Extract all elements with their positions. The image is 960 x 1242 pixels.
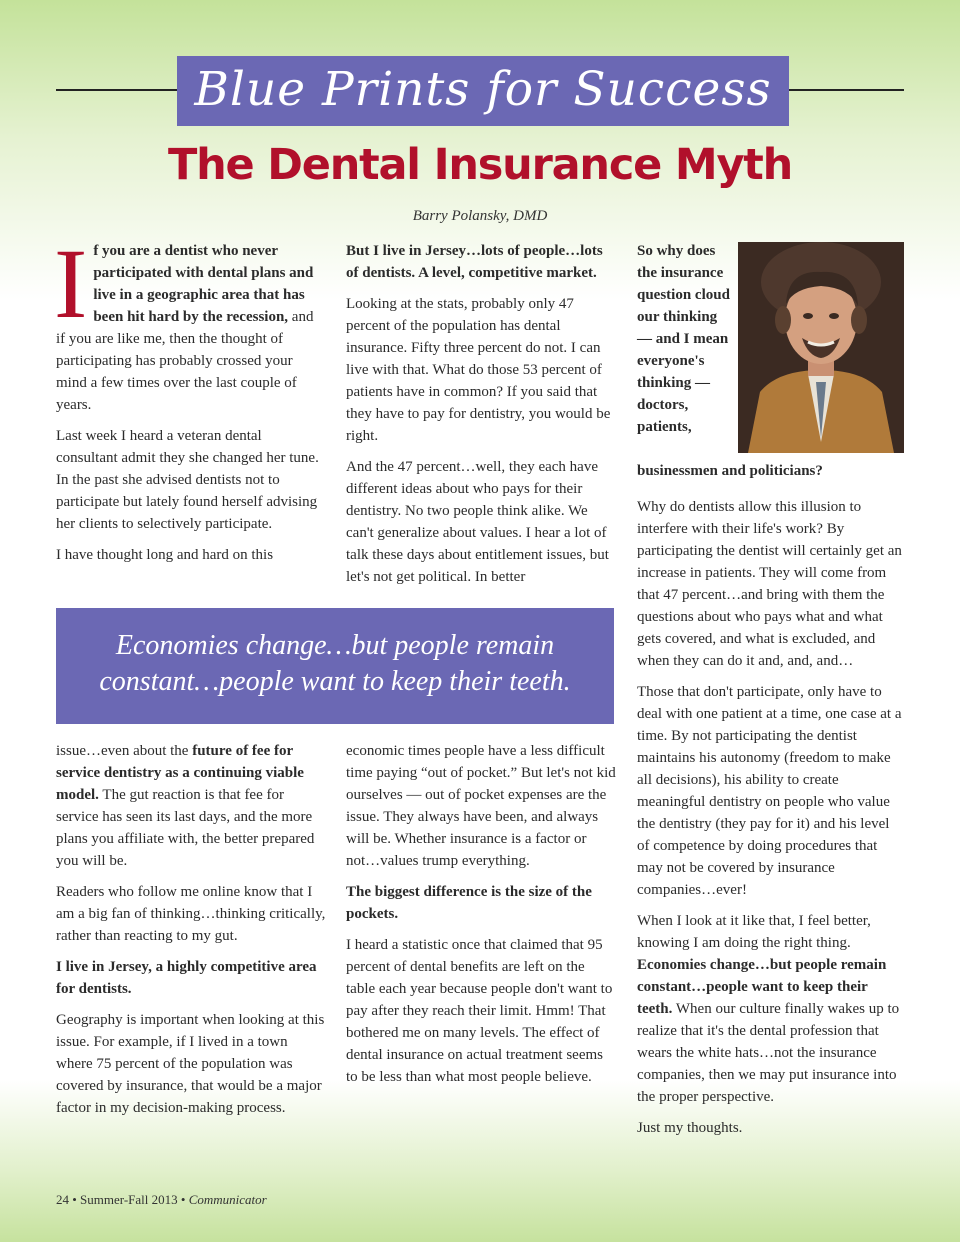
question-text xyxy=(637,240,734,438)
footer-publication: Communicator xyxy=(188,1192,267,1207)
paragraph: And the 47 percent…well, they each have different ideas about who pays for their dentistry. No two people think alike. We can't generalize about values. I hear a lot of talk these days about entitlement issues, but let's not get political. In better xyxy=(346,459,609,585)
column-2-bottom xyxy=(346,740,616,1097)
text: When our culture finally wakes up to realize that it's the dental profession that wears the white hats…not the insurance companies, then we may put insurance into the proper perspective. xyxy=(637,1001,900,1105)
paragraph: I have thought long and hard on this xyxy=(56,547,274,563)
pull-quote: Economies change…but people remain constant…people want to keep their teeth. xyxy=(56,608,614,724)
byline: Barry Polansky, DMD xyxy=(412,208,548,224)
bold-text: Economies change…but people remain constant…people want to keep their teeth. xyxy=(637,957,887,1017)
paragraph xyxy=(56,740,326,872)
text: issue…even about the xyxy=(56,743,193,759)
question-bold-text: businessmen and politicians? xyxy=(637,463,823,479)
paragraph: Last week I heard a veteran dental consultant admit they she changed her tune. In the past she advised dentists not to participate but lately found herself advising her clients to selectively participate. xyxy=(56,428,319,532)
paragraph: I heard a statistic once that claimed that 95 percent of dental benefits are left on the table each year because people don't want to pay after they reach their limit. Hmm! That bothered me on many levels. The effect of dental insurance on actual treatment seems to be less than what most people believe. xyxy=(346,937,613,1085)
subhead xyxy=(346,881,616,925)
paragraph: Readers who follow me online know that I am a big fan of thinking…thinking critically, rather than reacting to my gut. xyxy=(56,884,326,944)
paragraph: Looking at the stats, probably only 47 percent of the population has dental insurance. Fifty three percent do not. I can live with that. What do those 53 percent of patients have in common? If you said that they have to pay for dentistry, you would be right. xyxy=(346,296,611,444)
paragraph: Geography is important when looking at this issue. For example, if I lived in a town where 75 percent of the population was covered by insurance, that would be a major factor in my decision-making process. xyxy=(56,1012,325,1116)
portrait-illustration xyxy=(738,242,904,453)
paragraph: Those that don't participate, only have to deal with one patient at a time, one case at a time. By not participating the dentist maintains his autonomy (freedom to make all decisions), his ability to create meaningful dentistry on people who value the dentistry (they pay for it) and his level of competence by doing procedures that may not be covered by insurance companies…ever! xyxy=(637,684,902,898)
footer-page-info: 24 • Summer-Fall 2013 • xyxy=(56,1192,189,1207)
bold-text: future of fee for service dentistry as a continuing viable model. xyxy=(56,743,304,803)
paragraph xyxy=(637,910,905,1108)
paragraph: Why do dentists allow this illusion to interfere with their life's work? By participating the dentist will certainly get an increase in patients. They will come from that 47 percent…and bring with them the questions about who pays what and what gets covered, and what is excluded, and when they can do it and, and, and… xyxy=(637,499,902,669)
column-1-top xyxy=(54,228,326,575)
text: The gut reaction is that fee for service has seen its last days, and the more plans you affiliate with, the better prepared you will be. xyxy=(56,787,315,869)
closing-line: Just my thoughts. xyxy=(637,1120,743,1136)
subhead xyxy=(346,240,616,284)
subhead-text: I live in Jersey, a highly competitive area for dentists. xyxy=(56,959,317,997)
intro-bold-text: f you are a dentist who never participated with dental plans and live in a geographic area that has been hit hard by the recession, xyxy=(93,243,314,325)
author-portrait-photo xyxy=(738,242,904,453)
series-title-banner: Blue Prints for Success xyxy=(177,56,789,126)
page-footer xyxy=(56,1192,267,1208)
subhead-text: The biggest difference is the size of the pockets. xyxy=(346,884,592,922)
question-end xyxy=(637,460,905,482)
intro-paragraph xyxy=(54,228,326,416)
column-3 xyxy=(637,460,905,1148)
column-1-bottom xyxy=(56,740,326,1128)
column-3-question-narrow xyxy=(637,240,734,447)
question-bold-text: So why does the insurance question cloud our thinking — and I mean everyone's thinking — doctors, patients, xyxy=(637,243,730,435)
subhead-text: But I live in Jersey…lots of people…lots of dentists. A level, competitive market. xyxy=(346,243,603,281)
paragraph: economic times people have a less difficult time paying “out of pocket.” But let's not kid ourselves — out of pocket expenses are the issue. They always have been, and always will be. Whether insurance is a factor or not…values trump everything. xyxy=(346,743,616,869)
title-rule-right xyxy=(788,89,904,91)
title-rule-left xyxy=(56,89,178,91)
article-headline: The Dental Insurance Myth xyxy=(167,140,793,190)
column-2-top xyxy=(346,240,616,597)
intro-text: and if you are like me, then the thought of participating has probably crossed your mind a few times over the last couple of years. xyxy=(56,309,314,413)
subhead xyxy=(56,956,326,1000)
text: When I look at it like that, I feel better, knowing I am doing the right thing. xyxy=(637,913,871,951)
drop-cap: I xyxy=(54,228,88,339)
